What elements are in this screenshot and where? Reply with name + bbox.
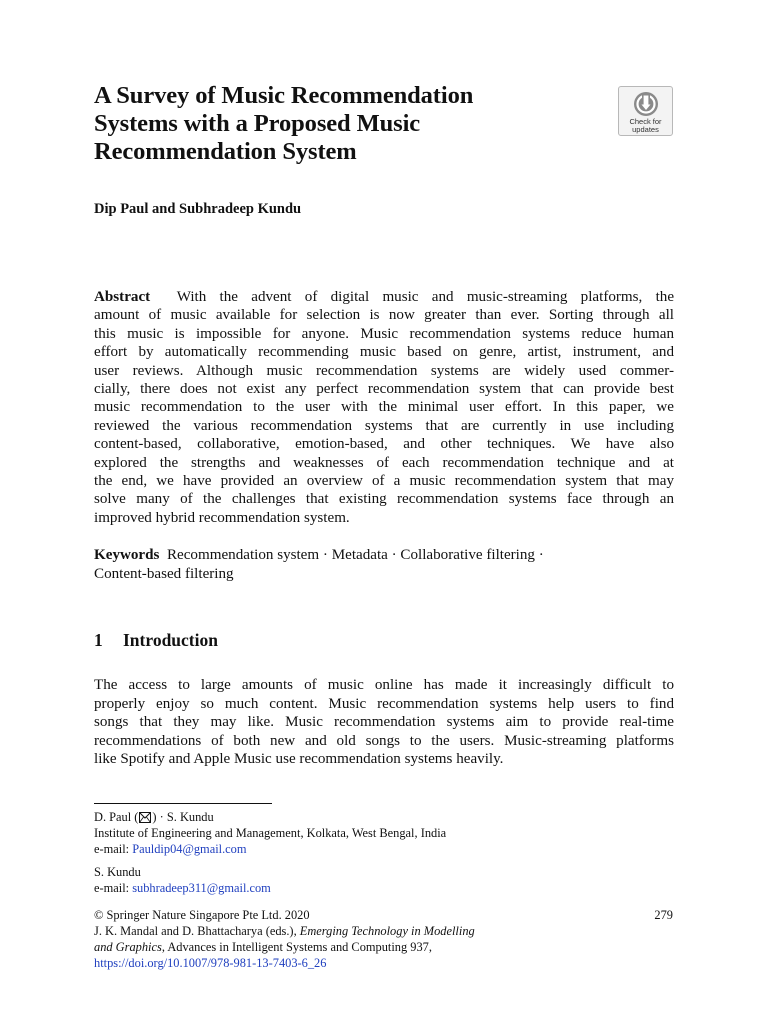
abstract-line: the end, we have provided an overview of a music recommendation system that may — [94, 473, 674, 490]
abstract-line: explored the strengths and weaknesses of each recommendation technique and at — [94, 454, 674, 471]
footnote-authors — [94, 809, 674, 857]
publication-info — [94, 907, 674, 971]
email-link[interactable]: Pauldip04@gmail.com — [132, 842, 247, 856]
copyright: © Springer Nature Singapore Pte Ltd. 2020 — [94, 908, 310, 922]
intro-line: recommendations of both new and old songs to the users. Music-streaming platforms — [94, 732, 674, 749]
title-line: A Survey of Music Recommendation — [94, 82, 474, 109]
intro-line: like Spotify and Apple Music use recommendation systems heavily. — [94, 751, 504, 768]
abstract-line: With the advent of digital music and music-streaming platforms, the — [176, 289, 675, 305]
title-line: Recommendation System — [94, 138, 357, 165]
abstract-line: content-based, collaborative, emotion-based, and other techniques. We have also — [94, 436, 674, 453]
book-title: Emerging Technology in Modelling — [299, 924, 475, 938]
series: , Advances in Intelligent Systems and Computing 937, — [161, 940, 432, 954]
book-title: and Graphics — [94, 940, 162, 954]
keywords — [94, 546, 674, 584]
keywords-label: Keywords — [94, 547, 160, 563]
abstract-line: this music is impossible for anyone. Music recommendation systems reduce human — [94, 325, 674, 342]
abstract-line: amount of music available for selection is now greater than ever. Sorting through all — [94, 307, 674, 324]
abstract-line: music recommendation to the user with the minimal user effort. In this paper, we — [94, 399, 674, 416]
title-line: Systems with a Proposed Music — [94, 110, 421, 137]
badge-line: updates — [632, 125, 659, 134]
abstract — [94, 288, 674, 527]
abstract-label: Abstract — [94, 289, 151, 305]
keywords-line: Recommendation system · Metadata · Collaborative filtering · — [166, 547, 544, 563]
check-for-updates-badge[interactable] — [618, 86, 673, 136]
abstract-line: improved hybrid recommendation system. — [94, 509, 350, 526]
footnote-affiliation: Institute of Engineering and Management, Kolkata, West Bengal, India — [94, 826, 447, 840]
footnote-divider — [94, 803, 272, 804]
footnote-author-suffix: ) · S. Kundu — [152, 810, 214, 824]
footnote-second-author — [94, 864, 674, 896]
doi-link[interactable]: https://doi.org/10.1007/978-981-13-7403-6_26 — [94, 956, 327, 970]
editors: J. K. Mandal and D. Bhattacharya (eds.), — [94, 924, 300, 938]
intro-line: The access to large amounts of music online has made it increasingly difficult to — [94, 677, 674, 693]
authors: Dip Paul and Subhradeep Kundu — [94, 201, 302, 217]
abstract-line: cially, there does not exist any perfect recommendation system that can provide best — [94, 381, 674, 398]
abstract-line: reviewed the various recommendation systems that are currently in use including — [94, 417, 674, 434]
introduction-paragraph — [94, 676, 674, 769]
badge-line: Check for — [629, 117, 662, 126]
intro-line: properly enjoy so much content. Music recommendation systems help users to find — [94, 695, 674, 712]
intro-line: songs that they may like. Music recommendation systems aim to provide real-time — [94, 714, 674, 731]
paper-title — [94, 82, 594, 166]
footnote-author-prefix: D. Paul ( — [94, 810, 139, 824]
footnote-author: S. Kundu — [94, 865, 141, 879]
abstract-line: solve many of the challenges that existing recommendation systems face through an — [94, 491, 674, 508]
email-label: e-mail: — [94, 881, 133, 895]
section-number: 1 — [94, 630, 103, 650]
email-link[interactable]: subhradeep311@gmail.com — [132, 881, 271, 895]
abstract-line: user reviews. Although music recommendation systems are widely used commer- — [94, 362, 674, 379]
check-for-updates-icon — [633, 91, 659, 117]
envelope-icon[interactable] — [139, 812, 151, 823]
page-number: 279 — [654, 908, 673, 922]
keywords-line: Content-based filtering — [94, 566, 234, 582]
abstract-line: effort by automatically recommending music based on genre, artist, instrument, and — [94, 344, 674, 361]
email-label: e-mail: — [94, 842, 133, 856]
section-title: Introduction — [123, 630, 218, 650]
section-heading — [94, 630, 218, 651]
